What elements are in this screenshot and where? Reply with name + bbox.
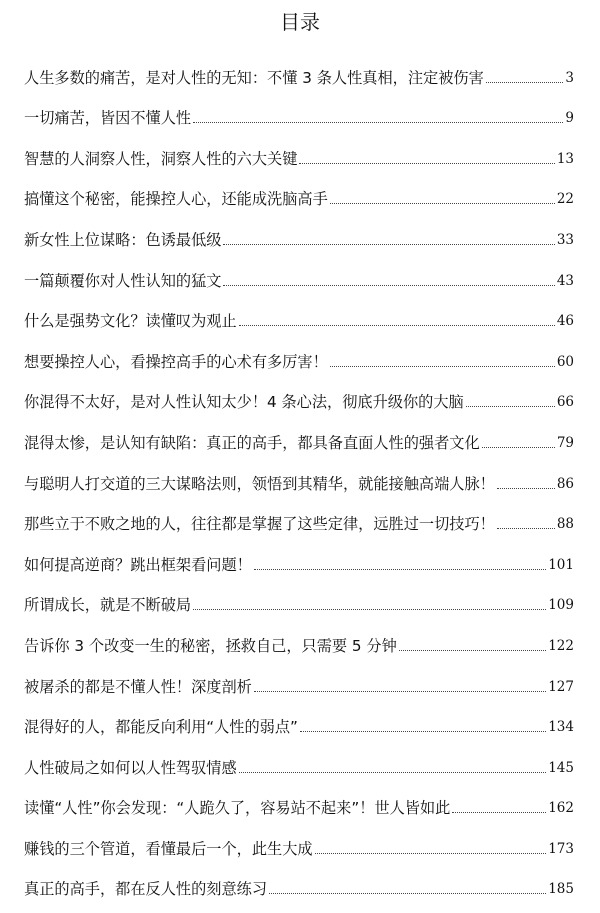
- dot-leader: [330, 366, 555, 367]
- dot-leader: [315, 853, 547, 854]
- toc-entry-page: 109: [548, 597, 574, 614]
- dot-leader: [482, 447, 555, 448]
- toc-entry: [24, 494, 574, 535]
- toc-entry-page: 13: [556, 150, 574, 167]
- toc-entry-title: 与聪明人打交道的三大谋略法则，领悟到其精华，就能接触高端人脉！: [24, 474, 495, 493]
- toc-entry: [24, 615, 574, 656]
- toc-entry-page: 66: [556, 394, 574, 411]
- toc-entry-title: 赚钱的三个管道，看懂最后一个，此生大成: [24, 839, 313, 858]
- dot-leader: [193, 609, 546, 610]
- toc-entry: [24, 534, 574, 575]
- toc-entry-title: 那些立于不败之地的人，往往都是掌握了这些定律，远胜过一切技巧！: [24, 515, 495, 534]
- dot-leader: [239, 325, 555, 326]
- dot-leader: [497, 528, 555, 529]
- toc-entry-title: 告诉你 3 个改变一生的秘密，拯救自己，只需要 5 分钟: [24, 636, 397, 655]
- toc-entry-page: 79: [556, 434, 574, 451]
- toc-entry: [24, 331, 574, 372]
- toc-entry-title: 什么是强势文化？读懂叹为观止: [24, 312, 237, 331]
- toc-entry-page: 60: [556, 353, 574, 370]
- toc-entry-title: 读懂“人性”你会发现：“人跪久了，容易站不起来”！世人皆如此: [24, 799, 451, 818]
- toc-entry-title: 人性破局之如何以人性驾驭情感: [24, 758, 237, 777]
- dot-leader: [254, 691, 546, 692]
- toc-entry-page: 134: [548, 719, 574, 736]
- toc-entry-title: 混得好的人，都能反向利用“人性的弱点”: [24, 718, 298, 737]
- dot-leader: [330, 203, 555, 204]
- toc-entry-title: 搞懂这个秘密，能操控人心，还能成洗脑高手: [24, 190, 328, 209]
- toc-entry-page: 162: [548, 800, 574, 817]
- toc-entry: [24, 169, 574, 210]
- toc-entry: [24, 291, 574, 332]
- dot-leader: [466, 406, 555, 407]
- dot-leader: [223, 285, 554, 286]
- toc-entry-page: 9: [565, 110, 574, 127]
- dot-leader: [223, 244, 554, 245]
- toc-entry: [24, 453, 574, 494]
- toc-entry-title: 一篇颠覆你对人性认知的猛文: [24, 271, 222, 290]
- dot-leader: [497, 488, 555, 489]
- toc-entry-page: 173: [548, 840, 574, 857]
- dot-leader: [486, 82, 564, 83]
- toc-entry-page: 3: [565, 69, 574, 86]
- dot-leader: [300, 731, 546, 732]
- dot-leader: [299, 163, 554, 164]
- toc-entry-title: 一切痛苦，皆因不懂人性: [24, 109, 192, 128]
- toc-entry-title: 智慧的人洞察人性，洞察人性的六大关键: [24, 149, 298, 168]
- toc-title: 目录: [280, 10, 320, 34]
- toc-entry: [24, 656, 574, 697]
- toc-entry: [24, 128, 574, 169]
- toc-entry-title: 所谓成长，就是不断破局: [24, 596, 192, 615]
- toc-entry: [24, 737, 574, 778]
- toc-entry: [24, 88, 574, 129]
- toc-entry-page: 101: [548, 556, 574, 573]
- toc-entry: [24, 818, 574, 859]
- toc-entry-page: 122: [548, 637, 574, 654]
- dot-leader: [239, 772, 547, 773]
- toc-entry-title: 你混得不太好，是对人性认知太少！4 条心法，彻底升级你的大脑: [24, 393, 464, 412]
- toc-entry-page: 145: [548, 759, 574, 776]
- dot-leader: [254, 569, 546, 570]
- toc-entry: [24, 250, 574, 291]
- dot-leader: [193, 122, 563, 123]
- toc-entry: [24, 47, 574, 88]
- dot-leader: [399, 650, 546, 651]
- toc-entry: [24, 575, 574, 616]
- toc-entry: [24, 697, 574, 738]
- toc-entry-title: 如何提高逆商？跳出框架看问题！: [24, 555, 252, 574]
- dot-leader: [269, 893, 546, 894]
- toc-entry-page: 33: [556, 231, 574, 248]
- toc-entry: [24, 209, 574, 250]
- toc-entry-page: 86: [556, 475, 574, 492]
- toc-entry-page: 22: [556, 191, 574, 208]
- toc-entry-page: 88: [556, 516, 574, 533]
- toc-entry-title: 人生多数的痛苦，是对人性的无知：不懂 3 条人性真相，注定被伤害: [24, 68, 484, 87]
- dot-leader: [452, 812, 546, 813]
- table-of-contents: [24, 47, 574, 899]
- toc-entry: [24, 372, 574, 413]
- toc-entry-page: 46: [556, 313, 574, 330]
- toc-entry-page: 127: [548, 678, 574, 695]
- toc-entry: [24, 859, 574, 900]
- toc-entry-page: 43: [556, 272, 574, 289]
- toc-entry-title: 被屠杀的都是不懂人性！深度剖析: [24, 677, 252, 696]
- toc-entry-title: 混得太惨，是认知有缺陷：真正的高手，都具备直面人性的强者文化: [24, 433, 480, 452]
- toc-entry-page: 185: [548, 881, 574, 898]
- toc-entry-title: 新女性上位谋略：色诱最低级: [24, 230, 222, 249]
- toc-entry: [24, 412, 574, 453]
- toc-entry-title: 真正的高手，都在反人性的刻意练习: [24, 880, 267, 899]
- toc-entry-title: 想要操控人心，看操控高手的心术有多厉害！: [24, 352, 328, 371]
- toc-entry: [24, 778, 574, 819]
